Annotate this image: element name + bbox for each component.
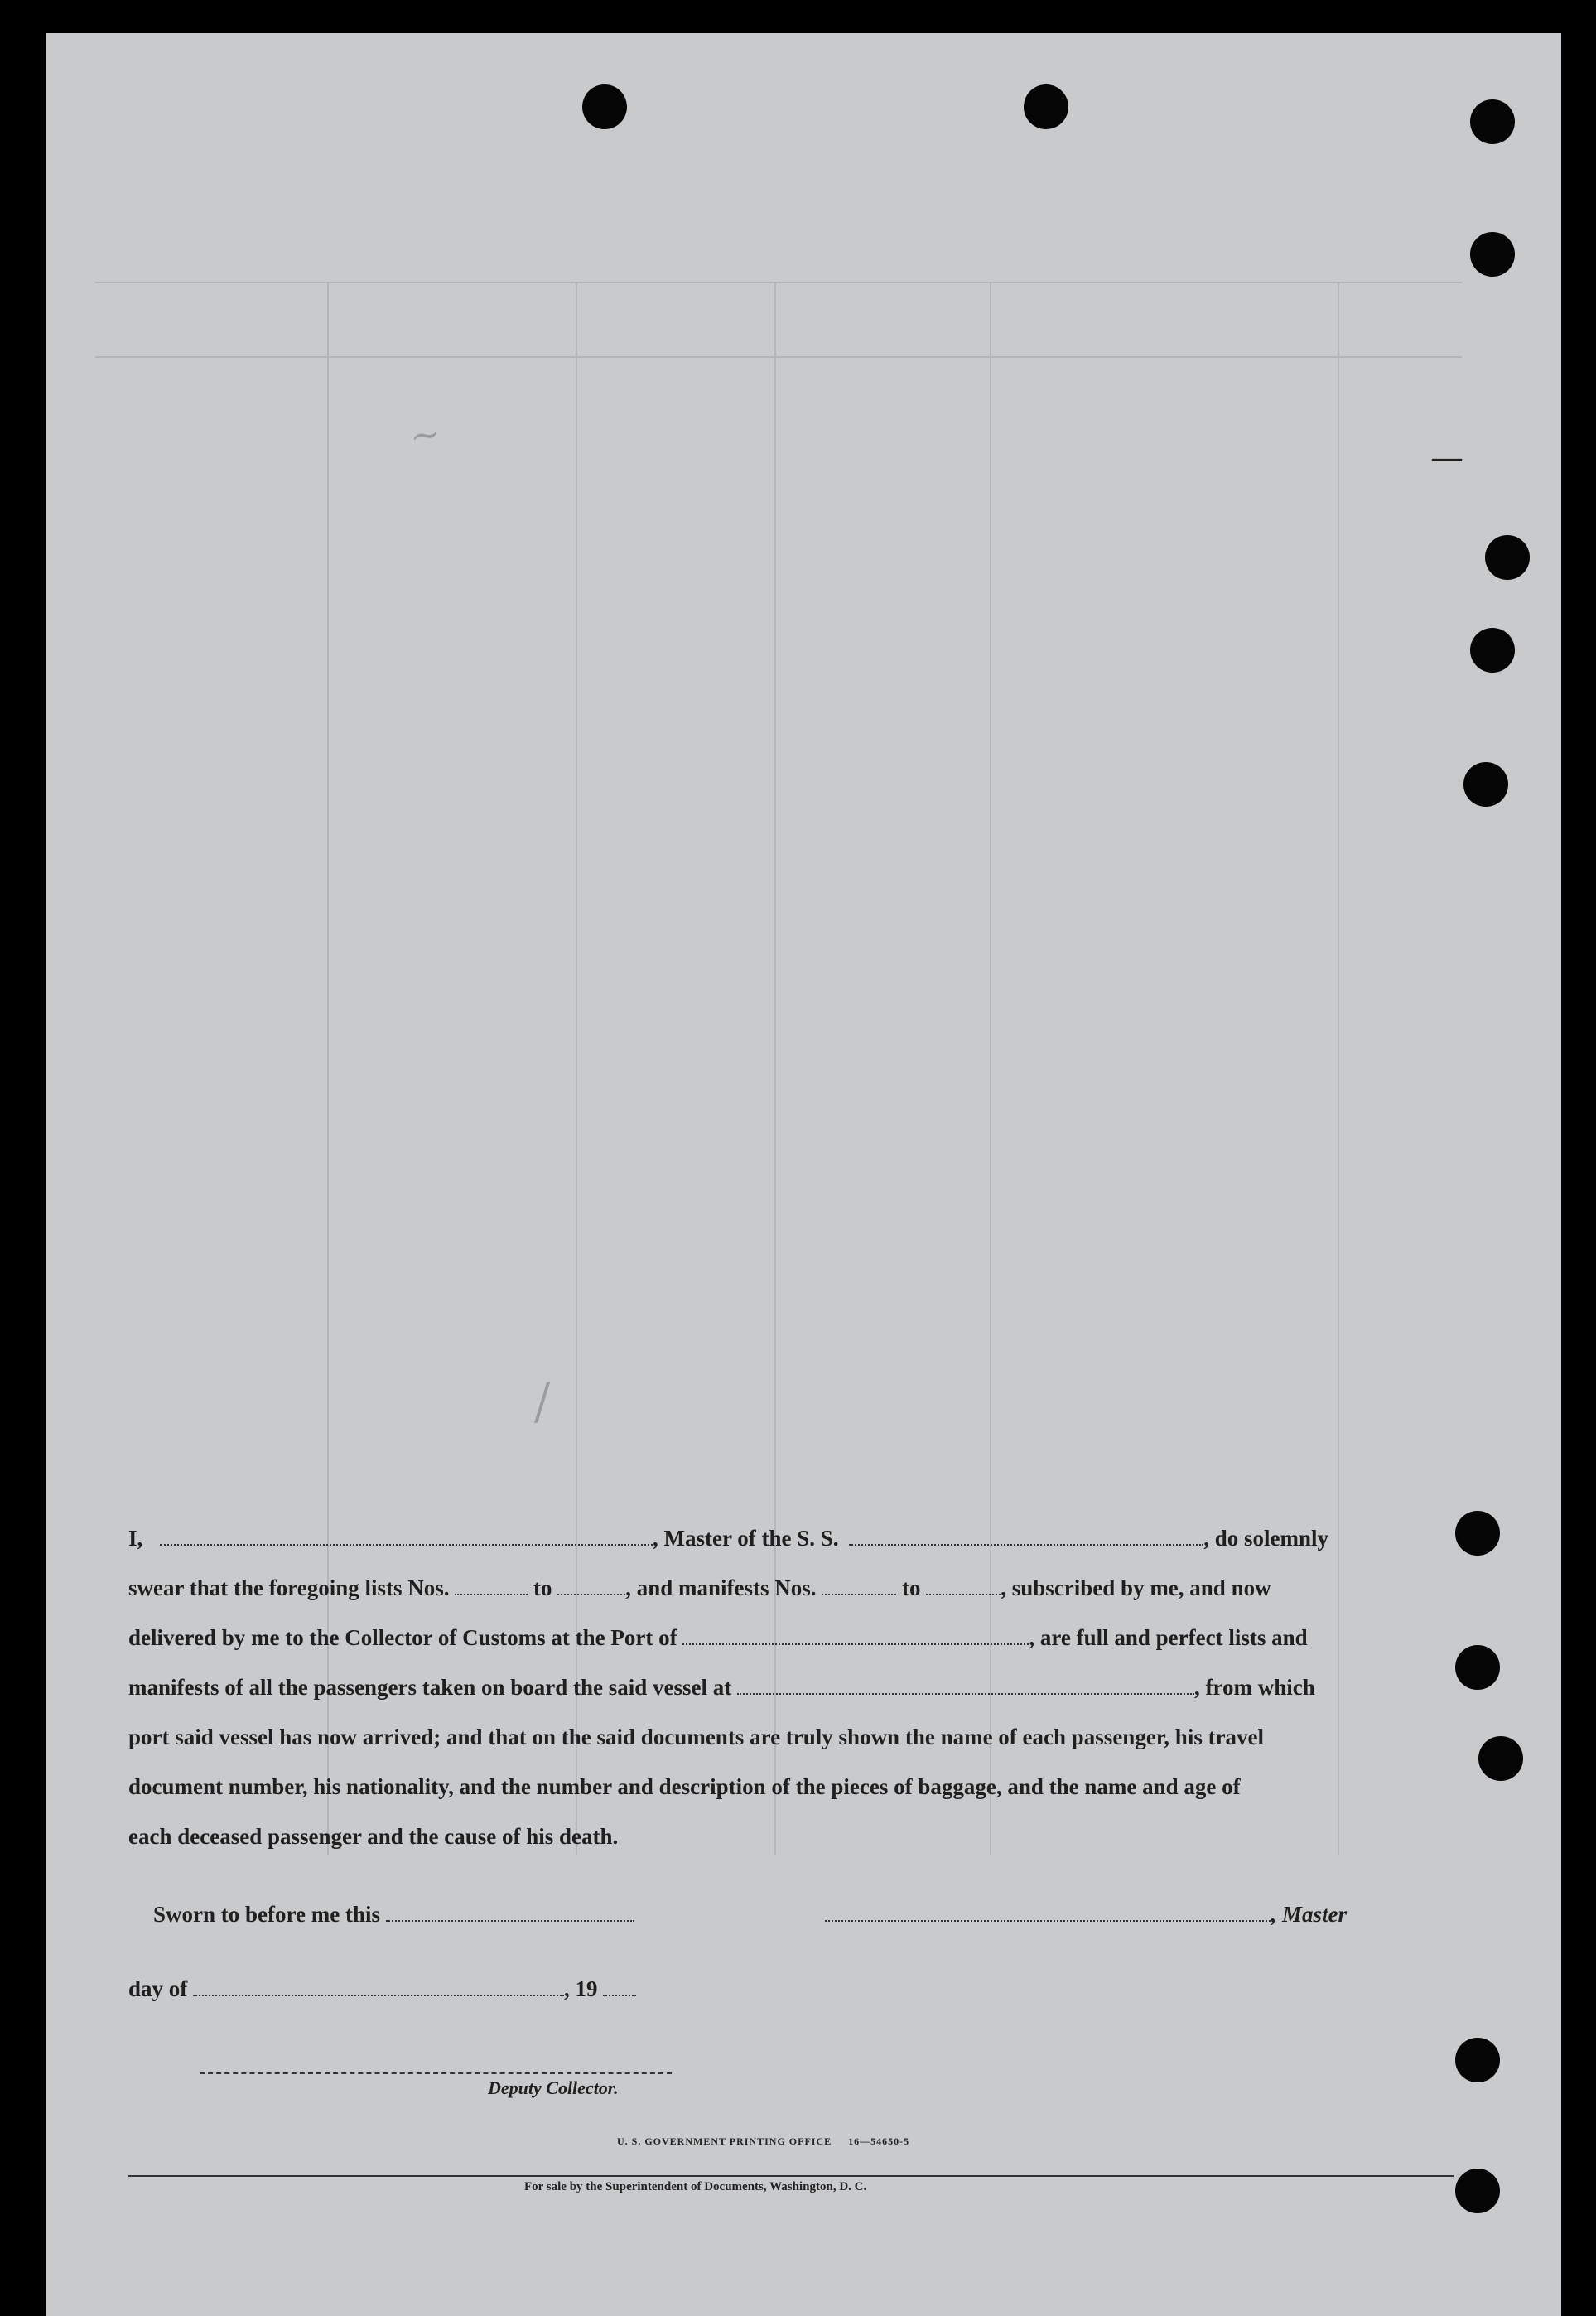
day-line	[128, 1976, 1470, 2001]
oath-text: , Master of the S. S.	[653, 1526, 839, 1551]
bleed-through-header-rule	[95, 356, 1462, 358]
year-label: , 19	[564, 1976, 598, 2001]
day-of-label: day of	[128, 1976, 188, 2001]
oath-text: document number, his nationality, and the number and description of the pieces of baggage, and the name and age of	[128, 1774, 1241, 1799]
ship-name-blank[interactable]	[849, 1526, 1203, 1546]
pencil-scribble: ~	[407, 412, 444, 459]
master-signature-blank[interactable]	[825, 1902, 1271, 1922]
oath-line-1	[128, 1526, 1470, 1551]
bleed-through-header-rule	[95, 282, 1462, 283]
list-no-from-blank[interactable]	[455, 1575, 528, 1595]
printing-office-credit: U. S. GOVERNMENT PRINTING OFFICE 16—54650-5	[617, 2135, 910, 2147]
oath-text: , subscribed by me, and now	[1001, 1575, 1271, 1600]
bleed-through-column-rule	[327, 282, 329, 1855]
oath-line-6	[128, 1774, 1470, 1799]
deputy-signature-line[interactable]	[200, 2072, 672, 2074]
oath-line-3	[128, 1625, 1470, 1650]
sworn-line	[153, 1902, 1470, 1927]
pencil-scribble: /	[529, 1373, 555, 1431]
bleed-through-column-rule	[576, 282, 577, 1855]
punch-hole	[1455, 2038, 1500, 2082]
pencil-tick: —	[1430, 439, 1463, 477]
oath-line-7	[128, 1824, 1470, 1849]
bleed-through-column-rule	[1338, 282, 1339, 1855]
punch-hole	[1485, 535, 1530, 580]
punch-hole	[582, 84, 627, 129]
oath-text: , are full and perfect lists and	[1029, 1625, 1308, 1650]
form-code: 16—54650-5	[848, 2135, 910, 2147]
oath-text: , from which	[1194, 1675, 1315, 1700]
oath-text: , do solemnly	[1203, 1526, 1329, 1551]
master-label: , Master	[1271, 1902, 1347, 1927]
oath-text: port said vessel has now arrived; and that on the said documents are truly shown the name of each passenger, his travel	[128, 1725, 1265, 1749]
punch-hole	[1024, 84, 1068, 129]
oath-text: I,	[128, 1526, 143, 1551]
bleed-through-column-rule	[774, 282, 776, 1855]
punch-hole	[1463, 762, 1508, 807]
oath-text: delivered by me to the Collector of Customs at the Port of	[128, 1625, 677, 1650]
departure-port-blank[interactable]	[737, 1675, 1194, 1695]
oath-text: to	[902, 1575, 921, 1600]
punch-hole	[1470, 628, 1515, 673]
oath-text: swear that the foregoing lists Nos.	[128, 1575, 450, 1600]
oath-text: , and manifests Nos.	[625, 1575, 817, 1600]
punch-hole	[1470, 99, 1515, 144]
oath-line-2	[128, 1575, 1470, 1600]
list-no-to-blank[interactable]	[557, 1575, 625, 1595]
oath-text: manifests of all the passengers taken on board the said vessel at	[128, 1675, 732, 1700]
sworn-label: Sworn to before me this	[153, 1902, 380, 1927]
master-name-blank[interactable]	[160, 1526, 653, 1546]
sale-notice: For sale by the Superintendent of Documents, Washington, D. C.	[524, 2180, 867, 2193]
oath-text: to	[533, 1575, 552, 1600]
port-blank[interactable]	[682, 1625, 1029, 1645]
year-blank[interactable]	[603, 1976, 636, 1996]
bleed-through-column-rule	[990, 282, 991, 1855]
day-blank[interactable]	[193, 1976, 564, 1996]
oath-line-5	[128, 1725, 1470, 1749]
oath-text: each deceased passenger and the cause of his death.	[128, 1824, 619, 1849]
punch-hole	[1478, 1736, 1523, 1781]
deputy-collector-label: Deputy Collector.	[488, 2077, 619, 2098]
manifest-page	[46, 33, 1561, 2316]
manifest-no-from-blank[interactable]	[822, 1575, 896, 1595]
sworn-date-blank[interactable]	[386, 1902, 634, 1922]
manifest-no-to-blank[interactable]	[926, 1575, 1001, 1595]
footer-rule	[128, 2175, 1454, 2177]
oath-line-4	[128, 1675, 1470, 1700]
punch-hole	[1470, 232, 1515, 277]
punch-hole	[1455, 2169, 1500, 2213]
